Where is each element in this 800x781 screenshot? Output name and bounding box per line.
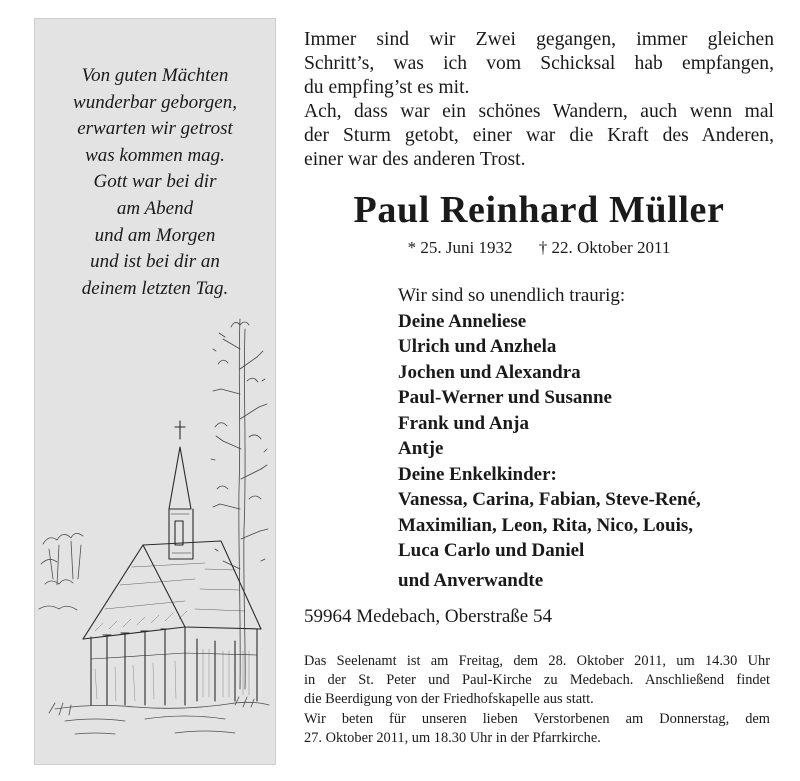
poem-line: Gott war bei dir (93, 171, 217, 193)
chapel-roof (83, 541, 261, 639)
birth-date: * 25. Juni 1932 (407, 238, 513, 257)
mourner-name: Frank und Anja (398, 412, 529, 434)
chapel-walls (91, 627, 257, 705)
verse-line: Ach, dass war ein schönes Wandern, auch wenn mal (304, 101, 774, 122)
poem-line: und am Morgen (94, 224, 216, 246)
deceased-name: Paul Reinhard Müller (353, 189, 725, 231)
mourners-closing: und Anverwandte (398, 569, 544, 591)
verse-line: du empfing’st es mit. (304, 77, 470, 98)
mourner-name: Antje (398, 438, 444, 459)
mourner-name: Paul-Werner und Susanne (398, 387, 612, 408)
verse-line: Schritt’s, was ich vom Schicksal hab empfangen, (304, 53, 774, 74)
poem-line: was kommen mag. (85, 144, 225, 166)
left-bushes (39, 533, 83, 610)
grandchildren-line: Vanessa, Carina, Fabian, Steve-René, (398, 489, 701, 510)
death-date: † 22. Oktober 2011 (538, 238, 671, 257)
grandchildren-heading: Deine Enkelkinder: (398, 463, 557, 485)
poem-line: und ist bei dir an (90, 251, 220, 273)
grandchildren-line: Maximilian, Leon, Rita, Nico, Louis, (398, 514, 694, 536)
mourner-name: Ulrich und Anzhela (398, 336, 557, 357)
address: 59964 Medebach, Oberstraße 54 (304, 606, 552, 627)
verse-line: einer war des anderen Trost. (304, 149, 526, 170)
poem-line: deinem letzten Tag. (81, 277, 229, 299)
notice-line: Wir beten für unseren lieben Verstorbenen am Donnerstag, dem (304, 710, 770, 727)
poem (35, 63, 275, 302)
verse (304, 28, 774, 172)
notice-line: in der St. Peter und Paul-Kirche zu Medebach. Anschließend findet (304, 672, 770, 689)
mourners-list (398, 283, 701, 593)
tree-sketch (211, 319, 268, 689)
notice-line: 27. Oktober 2011, um 18.30 Uhr in der Pfarrkirche. (304, 729, 601, 746)
chapel-sketch-illustration (35, 309, 276, 765)
mourner-name: Jochen und Alexandra (398, 361, 581, 383)
ground (49, 697, 269, 734)
life-dates (304, 238, 774, 258)
verse-line: Immer sind wir Zwei gegangen, immer gleichen (304, 29, 774, 50)
grandchildren-line: Luca Carlo und Daniel (398, 540, 585, 561)
poem-line: wunderbar geborgen, (73, 91, 237, 113)
notice-line: Das Seelenamt ist am Freitag, dem 28. Oktober 2011, um 14.30 Uhr (304, 653, 770, 669)
poem-line: Von guten Mächten (81, 65, 229, 86)
poem-line: erwarten wir getrost (77, 118, 233, 140)
notice-line: die Beerdigung von der Friedhofskapelle aus statt. (304, 691, 594, 708)
verse-line: der Sturm getobt, einer war die Kraft des Anderen, (304, 125, 774, 146)
mourner-name: Deine Anneliese (398, 310, 527, 332)
mourners-intro: Wir sind so unendlich traurig: (398, 285, 626, 306)
steeple (169, 421, 193, 559)
left-panel (34, 18, 276, 765)
service-notice (304, 652, 770, 748)
poem-line: am Abend (116, 197, 194, 219)
